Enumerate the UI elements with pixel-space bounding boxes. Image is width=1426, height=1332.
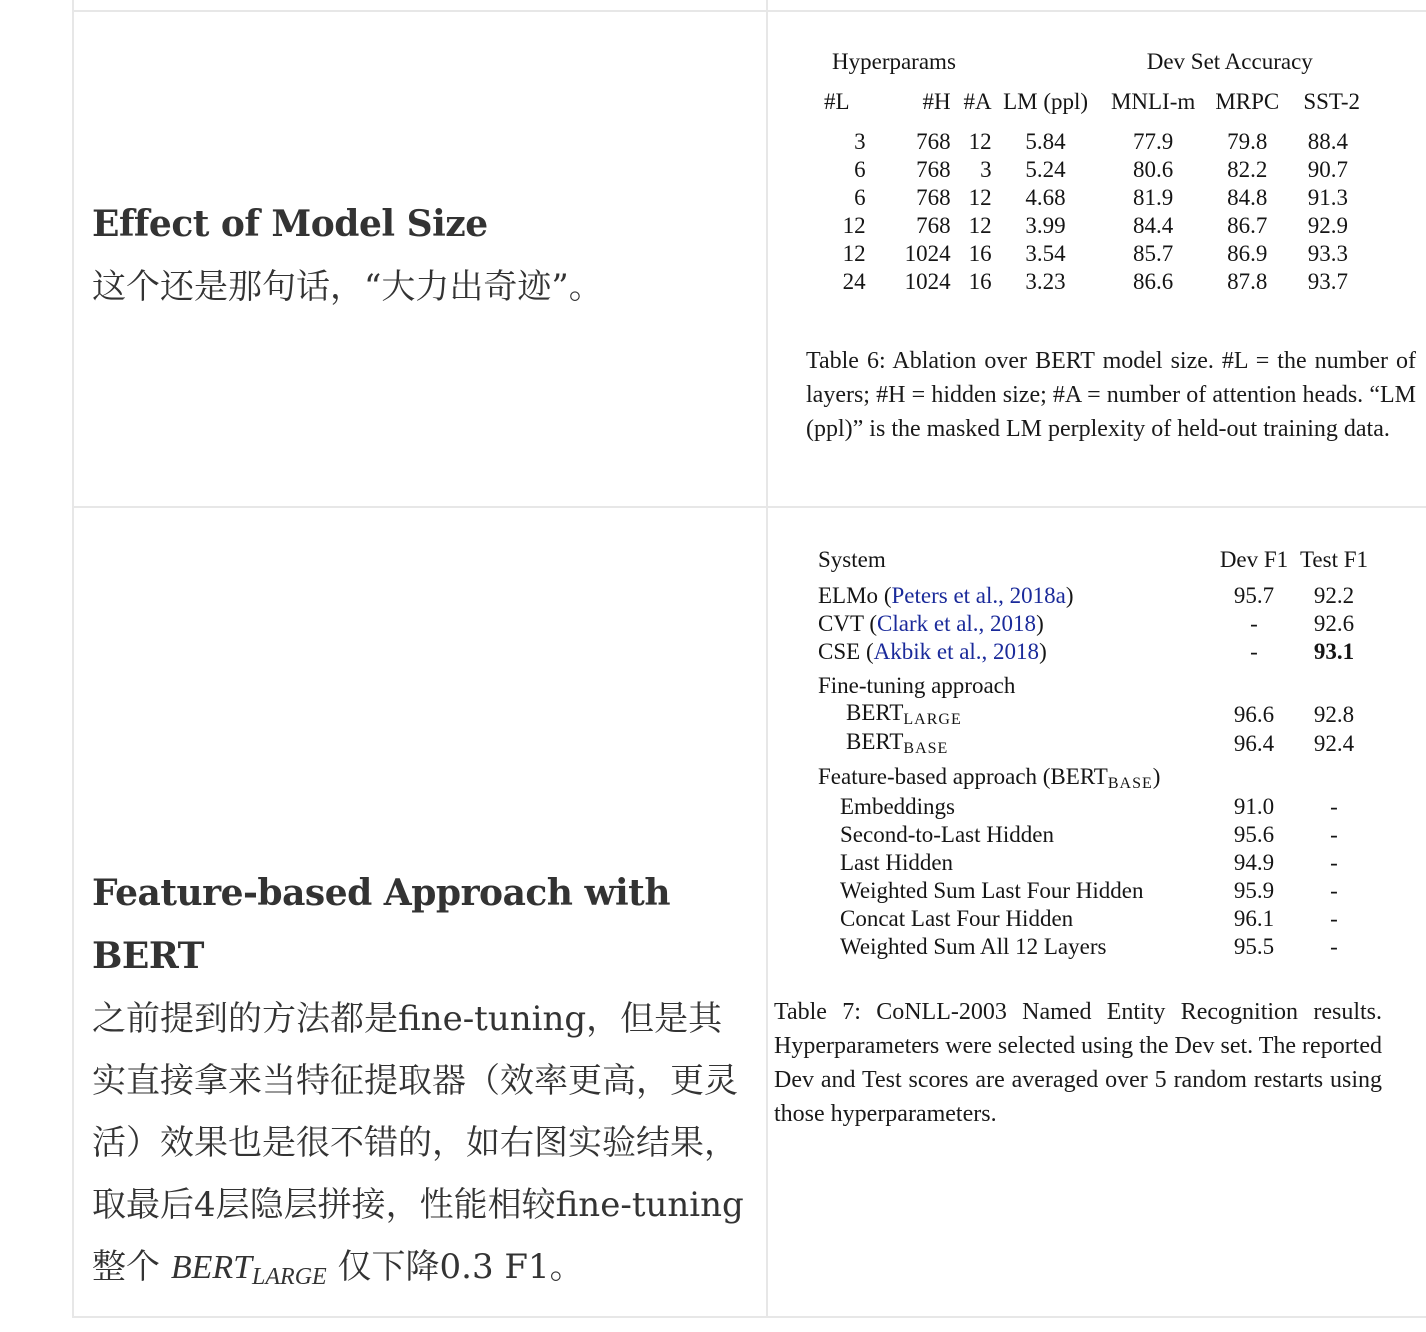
test-f1-value: 92.2: [1313, 583, 1355, 608]
table6-cell: [767, 11, 1426, 507]
table6-cell-value: 16: [968, 241, 992, 266]
layout-table: [72, 0, 1426, 1318]
math-sub: LARGE: [252, 1264, 327, 1290]
test-f1-value: 92.8: [1313, 701, 1355, 727]
table6-cell-value: 80.6: [1132, 157, 1174, 182]
col-header: #A: [963, 89, 992, 114]
row-model-size: [73, 11, 1426, 507]
table6-cell-value: 92.9: [1307, 213, 1348, 238]
table7-cell: [767, 507, 1426, 1317]
feature-method-name: Weighted Sum All 12 Layers: [840, 934, 1107, 959]
model-base: BERT: [846, 700, 904, 725]
system-name-cell: CSE (Akbik et al., 2018): [818, 639, 1047, 664]
system-name-cell: CVT (Clark et al., 2018): [818, 611, 1044, 636]
model-sub: BASE: [903, 740, 949, 757]
table6-cell-value: 86.9: [1227, 241, 1268, 266]
table7-feature-row: [818, 793, 1374, 821]
dev-f1-value: 95.9: [1233, 878, 1275, 903]
body-tail: 仅下降0.3 F1。: [326, 1247, 584, 1287]
table6-caption: Table 6: Ablation over BERT model size. #L = the number of layers; #H = hidden size; #A = number of attention heads. “LM (ppl)” is the masked LM perplexity of held-out training data.: [806, 348, 1416, 442]
table6-cell-value: 24: [842, 269, 866, 294]
dev-f1-value: 94.9: [1233, 850, 1275, 875]
table7-figure: [768, 508, 1426, 1131]
table6-cell-value: 77.9: [1132, 129, 1174, 154]
table6-cell-value: 16: [968, 269, 992, 294]
table6-cell-value: 5.84: [1025, 129, 1066, 154]
table7-feature-row: [818, 933, 1374, 961]
section-body: 这个还是那句话，“大力出奇迹”。: [92, 266, 603, 307]
table6-cell-value: 1024: [904, 241, 951, 266]
math-bert-large: [170, 1249, 327, 1290]
dev-f1-value: 96.4: [1233, 730, 1275, 756]
table6-cell-value: 3: [980, 157, 992, 182]
table6-cell-value: 91.3: [1307, 185, 1348, 210]
test-f1-value: -: [1330, 850, 1338, 875]
table6-cell-value: 93.7: [1307, 269, 1348, 294]
col-header: LM (ppl): [1003, 89, 1089, 114]
row-feature-based: [73, 507, 1426, 1317]
table6-row: [824, 268, 1360, 296]
col-header: SST-2: [1303, 89, 1360, 114]
model-name-cell: [818, 729, 1214, 758]
table6-cell-value: 88.4: [1307, 129, 1348, 154]
test-f1-value: 92.6: [1313, 611, 1355, 636]
table6-cell-value: 12: [842, 241, 866, 266]
feature-method-name: Second-to-Last Hidden: [840, 822, 1054, 847]
table6-cell-value: 84.4: [1132, 213, 1174, 238]
dev-f1-value: -: [1250, 639, 1258, 664]
section-heading: Effect of Model Size: [92, 202, 488, 245]
dev-f1-value: 91.0: [1233, 794, 1275, 819]
table6-row: [824, 240, 1360, 268]
test-f1-value: -: [1330, 906, 1338, 931]
table6-figure: [768, 12, 1426, 446]
table6-cell-value: 3.23: [1025, 269, 1066, 294]
group-header-dev-accuracy: Dev Set Accuracy: [1146, 49, 1313, 74]
table6-cell-value: 90.7: [1307, 157, 1348, 182]
table6-cell-value: 81.9: [1132, 185, 1174, 210]
section-heading: Feature-based Approach with BERT: [92, 872, 670, 977]
col-header: MRPC: [1215, 89, 1280, 114]
feature-method-name: Concat Last Four Hidden: [840, 906, 1074, 931]
col-header: #H: [922, 89, 951, 114]
dev-f1-value: 96.1: [1233, 906, 1275, 931]
citation-link[interactable]: Akbik et al., 2018: [873, 639, 1040, 664]
feature-group-label: [818, 764, 1374, 793]
table6-cell-value: 85.7: [1132, 241, 1174, 266]
math-base: BERT: [170, 1249, 253, 1286]
table6-cell-value: 6: [854, 185, 866, 210]
content-table: [72, 0, 1416, 1318]
model-size-text-cell: [73, 11, 767, 507]
col-header: Test F1: [1299, 547, 1369, 572]
table6-cell-value: 12: [842, 213, 866, 238]
table6-cell-value: 86.6: [1132, 269, 1174, 294]
test-f1-value: -: [1330, 822, 1338, 847]
table7-feature-row: [818, 877, 1374, 905]
col-header: Dev F1: [1219, 547, 1289, 572]
table7-finetune-row: [818, 700, 1374, 729]
table6-cell-value: 3.54: [1025, 241, 1066, 266]
test-f1-value: 92.4: [1313, 730, 1355, 756]
feature-label-sub: BASE: [1107, 775, 1153, 792]
system-name-cell: ELMo (Peters et al., 2018a): [818, 583, 1074, 608]
system-name: ELMo: [818, 583, 879, 608]
table6-row: [824, 184, 1360, 212]
table7-baseline-row: [818, 638, 1374, 666]
table7-baseline-row: [818, 610, 1374, 638]
model-base: BERT: [846, 729, 904, 754]
table6-cell-value: 3: [854, 129, 866, 154]
table6-cell-value: 12: [968, 185, 992, 210]
dev-f1-value: 95.7: [1233, 583, 1275, 608]
table6-cell-value: 768: [916, 213, 951, 238]
table6-cell-value: 1024: [904, 269, 951, 294]
model-sub: LARGE: [903, 711, 962, 728]
table6-cell-value: 12: [968, 129, 992, 154]
group-header-hyperparams: Hyperparams: [832, 49, 956, 74]
citation-link[interactable]: Clark et al., 2018: [877, 611, 1037, 636]
test-f1-value: 93.1: [1313, 639, 1355, 664]
test-f1-value: -: [1330, 878, 1338, 903]
table6-row: [824, 212, 1360, 240]
table7-finetune-row: [818, 729, 1374, 758]
table6: [824, 40, 1360, 304]
body-text: 之前提到的方法都是fine-tuning，但是其实直接拿来当特征提取器（效率更高，更灵活）效果也是很不错的，如右图实验结果，取最后4层隐层拼接，性能相较fine-tuning整个: [92, 999, 744, 1287]
table6-header-row: [824, 82, 1360, 122]
table6-cell-value: 768: [916, 129, 951, 154]
feature-method-name: Last Hidden: [840, 850, 954, 875]
table6-cell-value: 82.2: [1227, 157, 1268, 182]
table6-cell-value: 87.8: [1227, 269, 1268, 294]
table6-cell-value: 768: [916, 185, 951, 210]
feature-based-text-cell: [73, 507, 767, 1317]
finetune-group-label: Fine-tuning approach: [818, 673, 1016, 698]
dev-f1-value: 95.5: [1233, 934, 1275, 959]
table6-cell-value: 12: [968, 213, 992, 238]
dev-f1-value: 96.6: [1233, 701, 1275, 727]
table6-cell-value: 6: [854, 157, 866, 182]
table7-caption: Table 7: CoNLL-2003 Named Entity Recognition results. Hyperparameters were selected using the Dev set. The reported Dev and Test scores are averaged over 5 random restarts using those hyperparameters.: [774, 999, 1382, 1127]
citation-link[interactable]: Peters et al., 2018a: [891, 583, 1066, 608]
table6-row: [824, 128, 1360, 156]
table6-cell-value: 79.8: [1227, 129, 1268, 154]
table6-cell-value: 86.7: [1227, 213, 1268, 238]
col-header: #L: [824, 89, 850, 114]
feature-label-post: ): [1152, 764, 1161, 789]
table6-cell-value: 3.99: [1025, 213, 1066, 238]
col-header: System: [818, 547, 886, 572]
table7-baseline-row: [818, 582, 1374, 610]
test-f1-value: -: [1330, 934, 1338, 959]
feature-method-name: Embeddings: [840, 794, 955, 819]
table6-cell-value: 4.68: [1025, 185, 1066, 210]
feature-method-name: Weighted Sum Last Four Hidden: [840, 878, 1144, 903]
system-name: CVT: [818, 611, 864, 636]
table6-cell-value: 84.8: [1227, 185, 1268, 210]
table7-header-row: [818, 540, 1374, 580]
table6-cell-value: 768: [916, 157, 951, 182]
previous-row-tail: [73, 0, 1426, 11]
model-name-cell: [818, 700, 1214, 729]
section-body: [92, 988, 748, 1308]
table6-cell-value: 93.3: [1307, 241, 1348, 266]
system-name: CSE: [818, 639, 861, 664]
table7-feature-row: [818, 905, 1374, 933]
feature-label-pre: Feature-based approach (BERT: [818, 764, 1108, 789]
table7-feature-row: [818, 849, 1374, 877]
col-header: MNLI-m: [1110, 89, 1196, 114]
test-f1-value: -: [1330, 794, 1338, 819]
dev-f1-value: 95.6: [1233, 822, 1275, 847]
table6-row: [824, 156, 1360, 184]
dev-f1-value: -: [1250, 611, 1258, 636]
table7-feature-row: [818, 821, 1374, 849]
table7: [818, 538, 1374, 967]
table6-cell-value: 5.24: [1025, 157, 1066, 182]
